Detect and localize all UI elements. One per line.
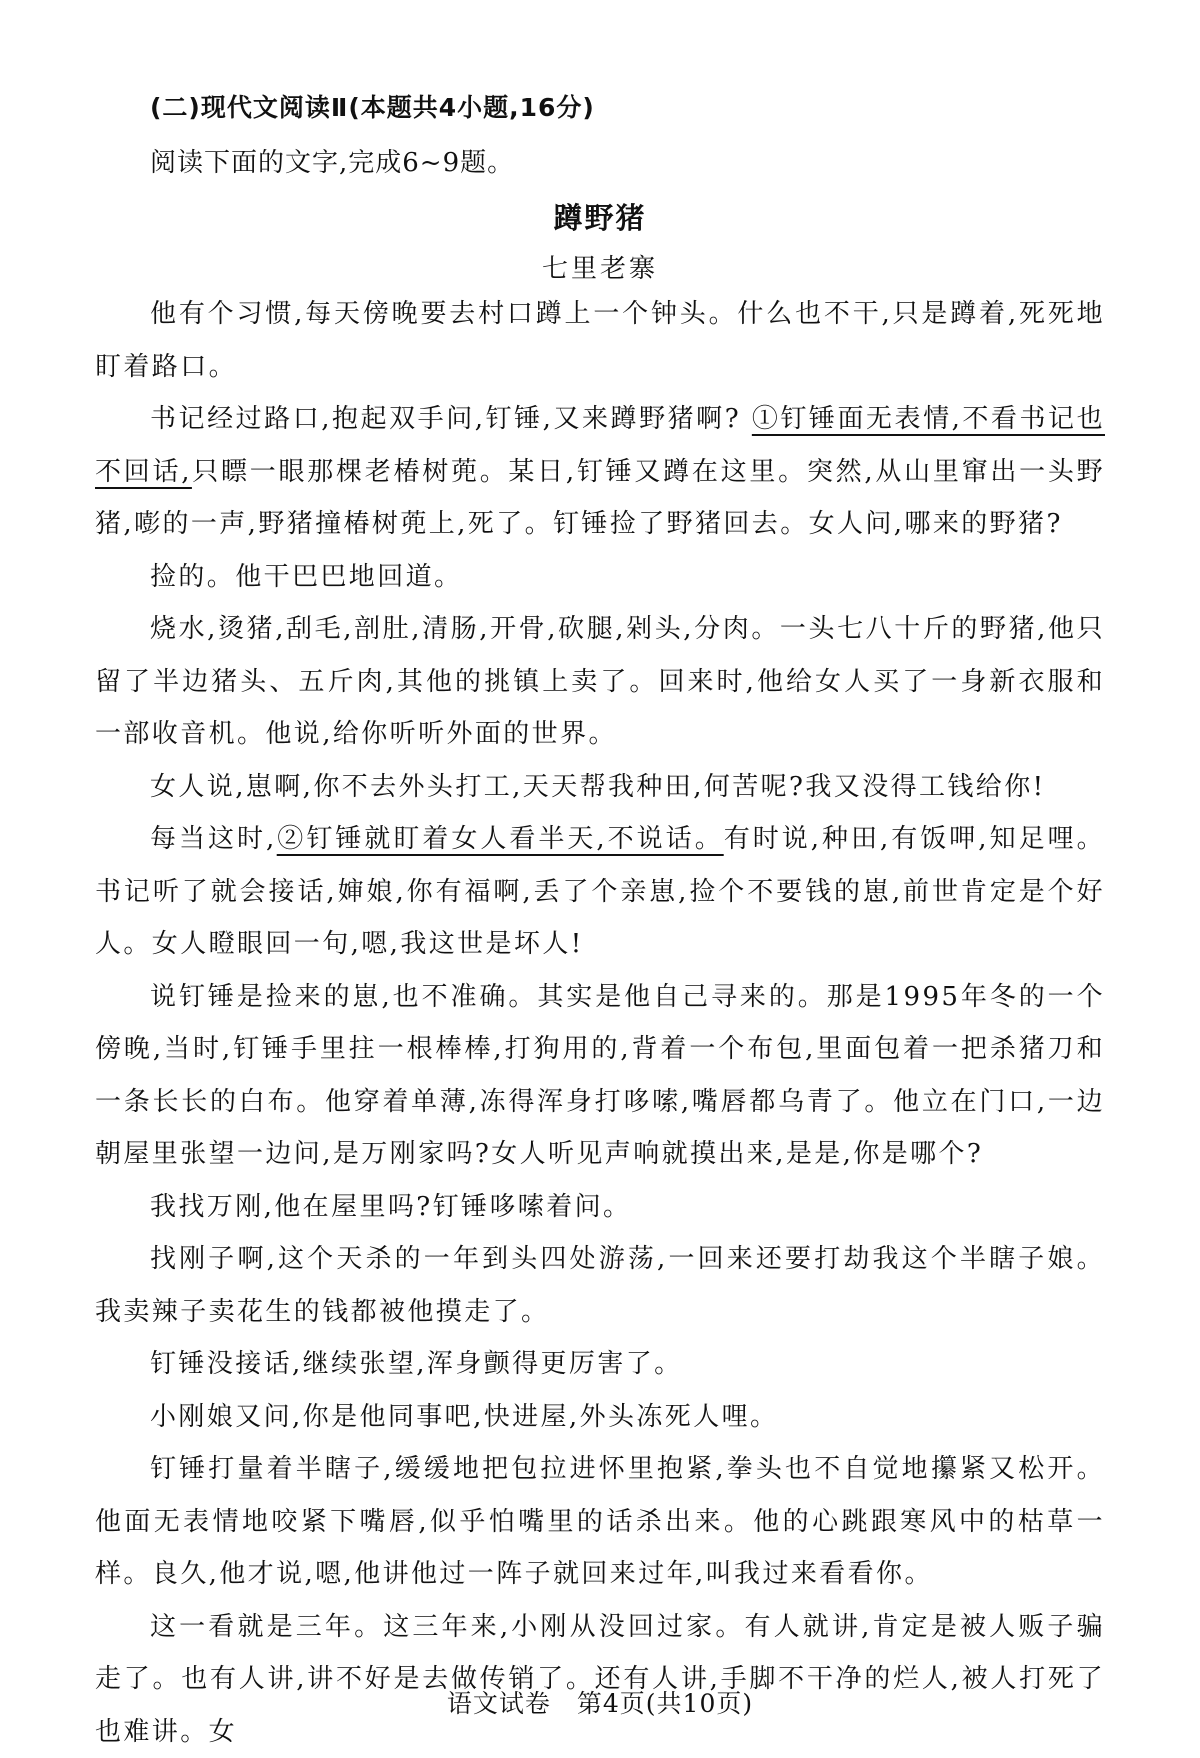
underlined-sentence-2: ②钉锤就盯着女人看半天,不说话。 <box>277 824 724 854</box>
section-header: (二)现代文阅读Ⅱ(本题共4小题,16分) <box>150 88 595 124</box>
paragraph-2-rest: 只瞟一眼那棵老椿树蔸。某日,钉锤又蹲在这里。突然,从山里窜出一头野猪,嘭的一声,野猪撞椿树蔸上,死了。钉锤捡了野猪回去。女人问,哪来的野猪? <box>95 457 1105 540</box>
paragraph-12: 钉锤打量着半瞎子,缓缓地把包拉进怀里抱紧,拳头也不自觉地攥紧又松开。他面无表情地咬紧下嘴唇,似乎怕嘴里的话杀出来。他的心跳跟寒风中的枯草一样。良久,他才说,嗯,他讲他过一阵子就回来过年,叫我过来看看你。 <box>95 1443 1105 1601</box>
paragraph-9: 找刚子啊,这个天杀的一年到头四处游荡,一回来还要打劫我这个半瞎子娘。我卖辣子卖花生的钱都被他摸走了。 <box>95 1233 1105 1338</box>
paragraph-6 <box>95 813 1105 971</box>
paragraph-10: 钉锤没接话,继续张望,浑身颤得更厉害了。 <box>95 1338 1105 1391</box>
paragraph-13: 这一看就是三年。这三年来,小刚从没回过家。有人就讲,肯定是被人贩子骗走了。也有人讲,讲不好是去做传销了。还有人讲,手脚不干净的烂人,被人打死了也难讲。女 <box>95 1601 1105 1758</box>
paragraph-2-lead: 书记经过路口,抱起双手问,钉锤,又来蹲野猪啊? <box>150 404 752 434</box>
underlined-sentence-1: ①钉锤面无表情,不看书记也不回话, <box>95 404 1105 487</box>
paragraph-2 <box>95 393 1105 551</box>
paragraph-1: 他有个习惯,每天傍晚要去村口蹲上一个钟头。什么也不干,只是蹲着,死死地盯着路口。 <box>95 288 1105 393</box>
paragraph-5: 女人说,崽啊,你不去外头打工,天天帮我种田,何苦呢?我又没得工钱给你! <box>95 761 1105 814</box>
story-author: 七里老寨 <box>0 248 1200 285</box>
paragraph-6-lead: 每当这时, <box>150 824 277 854</box>
paragraph-6-rest: 有时说,种田,有饭呷,知足哩。书记听了就会接话,婶娘,你有福啊,丢了个亲崽,捡个不要钱的崽,前世肯定是个好人。女人瞪眼回一句,嗯,我这世是坏人! <box>95 824 1105 959</box>
instruction-text: 阅读下面的文字,完成6~9题。 <box>150 142 514 179</box>
paragraph-3: 捡的。他干巴巴地回道。 <box>95 551 1105 604</box>
paragraph-7: 说钉锤是捡来的崽,也不准确。其实是他自己寻来的。那是1995年冬的一个傍晚,当时,钉锤手里拄一根棒棒,打狗用的,背着一个布包,里面包着一把杀猪刀和一条长长的白布。他穿着单薄,冻得浑身打哆嗦,嘴唇都乌青了。他立在门口,一边朝屋里张望一边问,是万刚家吗?女人听见声响就摸出来,是是,你是哪个? <box>95 971 1105 1181</box>
paragraph-8: 我找万刚,他在屋里吗?钉锤哆嗦着问。 <box>95 1181 1105 1234</box>
story-body <box>95 288 1105 1758</box>
paragraph-11: 小刚娘又问,你是他同事吧,快进屋,外头冻死人哩。 <box>95 1391 1105 1444</box>
page-footer: 语文试卷 第4页(共10页) <box>0 1684 1200 1720</box>
story-title: 蹲野猪 <box>0 196 1200 237</box>
paragraph-4: 烧水,烫猪,刮毛,剖肚,清肠,开骨,砍腿,剁头,分肉。一头七八十斤的野猪,他只留了半边猪头、五斤肉,其他的挑镇上卖了。回来时,他给女人买了一身新衣服和一部收音机。他说,给你听听外面的世界。 <box>95 603 1105 761</box>
